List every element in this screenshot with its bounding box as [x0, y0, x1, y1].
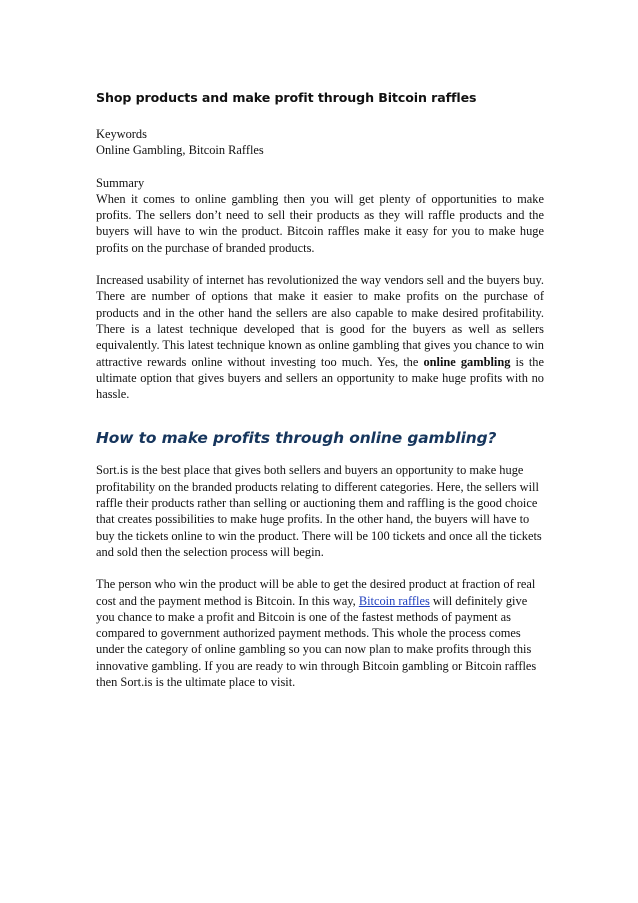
paragraph-text-after-link: will definitely give you chance to make a profit and Bitcoin is one of the fastest methods of payment as compared to government authorized payment methods. This whole the process comes under the category of online gambling so you can now plan to make profits through this innovative gambling. If you are ready to win through Bitcoin gambling or Bitcoin raffles then Sort.is is the ultimate place to visit. [96, 593, 537, 690]
keywords-label: Keywords [96, 127, 147, 141]
document-title: Shop products and make profit through Bitcoin raffles [96, 90, 477, 105]
paragraph-bitcoin-payment [96, 576, 544, 690]
paragraph-text-before-link: The person who win the product will be able to get the desired product at fraction of real cost and the payment method is Bitcoin. In this way, [96, 577, 536, 608]
paragraph-text-before-bold: Increased usability of internet has revolutionized the way vendors sell and the buyers buy. There are number of options that make it easier to make profits on the purchase of products and in the other hand the sellers are also capable to make desired profitability. There is a latest technique developed that is good for the buyers as well as sellers equivalently. This latest technique known as online gambling that gives you chance to win attractive rewards online without investing too much. Yes, the [96, 273, 544, 369]
paragraph-internet-usability [96, 272, 544, 402]
paragraph-sort-is: Sort.is is the best place that gives both sellers and buyers an opportunity to make huge profitability on the branded products relating to different categories. Here, the sellers will raffle their products rather than selling or auctioning them and raffling is the good choice that creates possibilities to make huge profits. In the other hand, the buyers will have to buy the tickets online to win the product. There will be 100 tickets and once all the tickets and sold then the selection process will begin. [96, 463, 542, 559]
summary-section [96, 175, 544, 256]
summary-paragraph: When it comes to online gambling then you will get plenty of opportunities to make profits. The sellers don’t need to sell their products as they will raffle products and the buyers will have to win the product. Bitcoin raffles make it easy for you to make huge profits on the purchase of branded products. [96, 191, 544, 255]
keywords-section [96, 126, 544, 159]
bitcoin-raffles-link[interactable]: Bitcoin raffles [358, 593, 430, 608]
bold-online-gambling: online gambling [423, 354, 511, 369]
summary-label: Summary [96, 175, 145, 190]
section-heading: How to make profits through online gambling? [96, 429, 497, 448]
document-content [96, 90, 544, 706]
paragraph-text-after-bold: is the ultimate option that gives buyers and sellers an opportunity to make huge profits with no hassle. [96, 354, 544, 402]
keywords-value: Online Gambling, Bitcoin Raffles [96, 143, 264, 158]
